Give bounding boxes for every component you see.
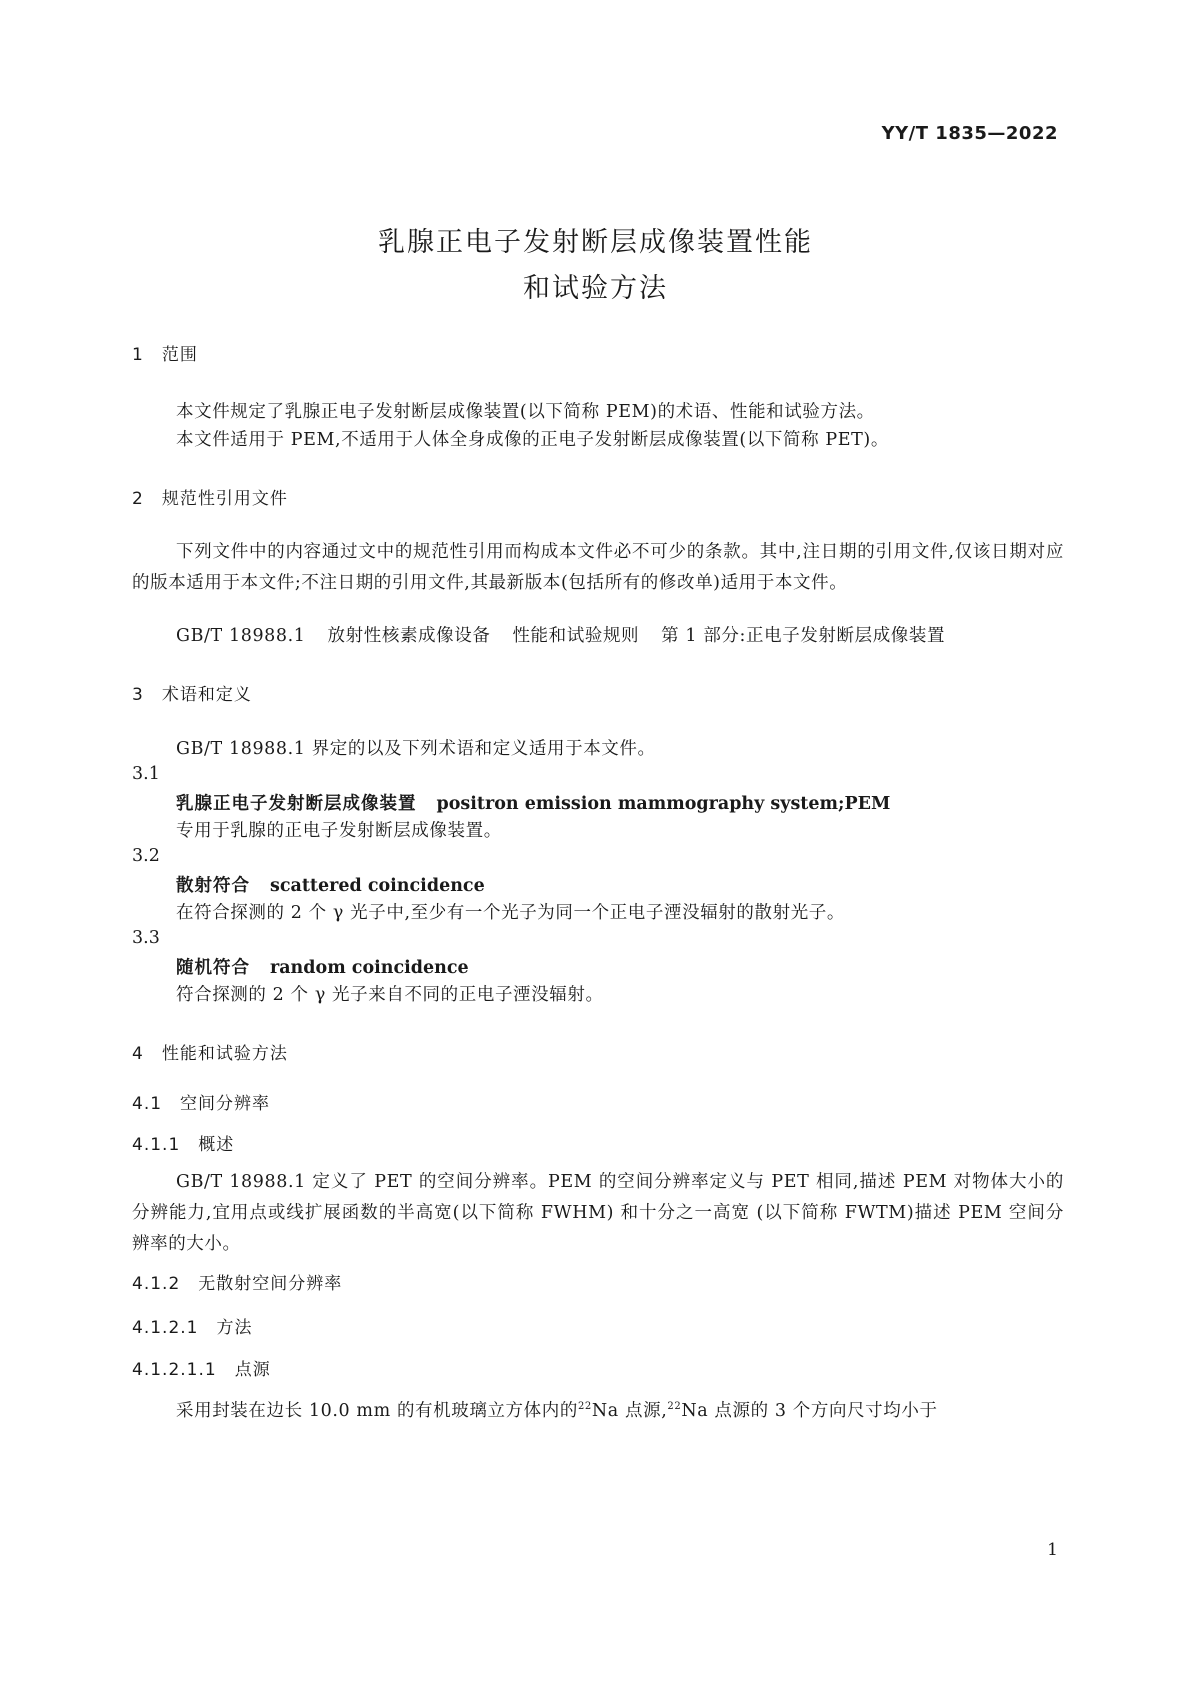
section-number: 1 — [132, 345, 144, 365]
s3-intro: GB/T 18988.1 界定的以及下列术语和定义适用于本文件。 — [176, 739, 656, 759]
section-title: 术语和定义 — [161, 685, 252, 705]
section-number: 4 — [132, 1044, 144, 1064]
title-line-1: 乳腺正电子发射断层成像装置性能 — [378, 227, 813, 258]
term-english: scattered coincidence — [270, 876, 485, 896]
section-2-heading — [132, 484, 288, 509]
section-4-1-heading — [132, 1089, 270, 1114]
title-line-2: 和试验方法 — [523, 273, 668, 304]
s41211-paragraph-1 — [176, 1397, 938, 1422]
term-number: 3.2 — [132, 846, 160, 866]
s411-paragraph-1: GB/T 18988.1 定义了 PET 的空间分辨率。PEM 的空间分辨率定义与 PET 相同,描述 PEM 对物体大小的分辨能力,宜用点或线扩展函数的半高宽(以下简称 FWHM) 和十分之一高宽 (以下简称 FWTM)描述 PEM 空间分辨率的大小。 — [132, 1172, 1064, 1254]
section-title: 无散射空间分辨率 — [198, 1274, 343, 1294]
text-run: Na 点源, — [591, 1401, 668, 1421]
term-definition: 符合探测的 2 个 γ 光子来自不同的正电子湮没辐射。 — [176, 985, 604, 1005]
section-4-1-2-1-1-heading — [132, 1355, 271, 1380]
section-number: 4.1.2 — [132, 1274, 181, 1294]
section-title: 点源 — [234, 1360, 271, 1380]
section-4-heading — [132, 1039, 288, 1064]
section-title: 范围 — [161, 345, 198, 365]
term-chinese: 散射符合 — [176, 876, 250, 896]
page-number: 1 — [1047, 1540, 1058, 1560]
section-4-1-2-heading — [132, 1269, 342, 1294]
standard-code: YY/T 1835—2022 — [881, 123, 1058, 144]
superscript: 22 — [577, 1401, 592, 1412]
text-run: 采用封装在边长 10.0 mm 的有机玻璃立方体内的 — [176, 1401, 578, 1421]
section-number: 2 — [132, 489, 144, 509]
term-heading — [176, 872, 485, 897]
normative-reference — [176, 622, 945, 647]
text-run: Na 点源的 3 个方向尺寸均小于 — [681, 1401, 938, 1421]
term-chinese: 乳腺正电子发射断层成像装置 — [176, 794, 417, 814]
s2-paragraph-1: 下列文件中的内容通过文中的规范性引用而构成本文件必不可少的条款。其中,注日期的引用文件,仅该日期对应的版本适用于本文件;不注日期的引用文件,其最新版本(包括所有的修改单)适用于本文件。 — [132, 542, 1064, 593]
section-4-1-2-1-heading — [132, 1313, 252, 1338]
section-title: 空间分辨率 — [180, 1094, 271, 1114]
term-english: positron emission mammography system;PEM — [436, 794, 891, 814]
reference-title-b: 性能和试验规则 — [512, 626, 640, 646]
term-heading — [176, 790, 890, 815]
section-number: 4.1.2.1 — [132, 1318, 199, 1338]
term-heading — [176, 954, 469, 979]
document-title — [0, 220, 1191, 312]
term-chinese: 随机符合 — [176, 958, 250, 978]
section-number: 4.1 — [132, 1094, 163, 1114]
term-definition: 在符合探测的 2 个 γ 光子中,至少有一个光子为同一个正电子湮没辐射的散射光子。 — [176, 903, 846, 923]
section-number: 3 — [132, 685, 144, 705]
s1-paragraph-2: 本文件适用于 PEM,不适用于人体全身成像的正电子发射断层成像装置(以下简称 PET)。 — [176, 430, 889, 450]
reference-code: GB/T 18988.1 — [176, 626, 306, 646]
section-title: 方法 — [216, 1318, 253, 1338]
section-1-heading — [132, 340, 198, 365]
term-definition: 专用于乳腺的正电子发射断层成像装置。 — [176, 821, 502, 841]
section-title: 概述 — [198, 1135, 235, 1155]
section-4-1-1-heading — [132, 1130, 234, 1155]
section-3-heading — [132, 680, 252, 705]
reference-title-a: 放射性核素成像设备 — [327, 626, 491, 646]
term-number: 3.3 — [132, 928, 160, 948]
term-number: 3.1 — [132, 764, 160, 784]
section-title: 性能和试验方法 — [161, 1044, 288, 1064]
term-english: random coincidence — [270, 958, 469, 978]
section-number: 4.1.1 — [132, 1135, 181, 1155]
reference-title-c: 第 1 部分:正电子发射断层成像装置 — [661, 626, 946, 646]
section-number: 4.1.2.1.1 — [132, 1360, 217, 1380]
s1-paragraph-1: 本文件规定了乳腺正电子发射断层成像装置(以下简称 PEM)的术语、性能和试验方法。 — [176, 402, 875, 422]
section-title: 规范性引用文件 — [161, 489, 288, 509]
superscript: 22 — [667, 1401, 682, 1412]
